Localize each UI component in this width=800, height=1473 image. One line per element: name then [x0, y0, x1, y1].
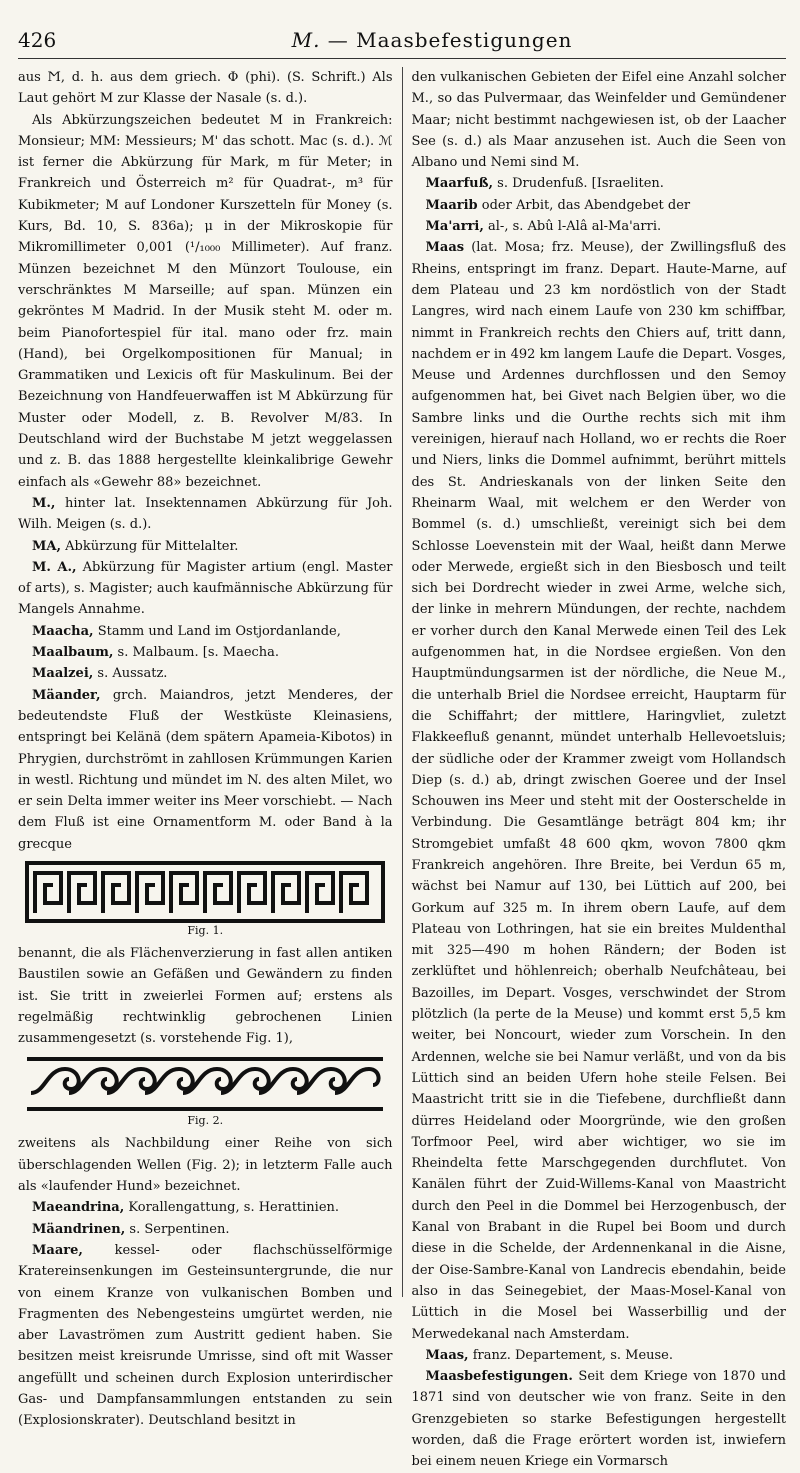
entry-maeandrina [18, 1197, 393, 1218]
entry-ma [18, 536, 393, 557]
entry-headword: MA, [32, 538, 62, 554]
entry-maare [18, 1240, 393, 1432]
entry-m-a [18, 557, 393, 621]
entry-text: Stamm und Land im Ostjordanlande, [93, 623, 341, 639]
running-title-rest: Maasbefestigungen [356, 28, 573, 52]
entry-text: grch. Maiandros, jetzt Menderes, der bedeutendste Fluß der Westküste Kleinasiens, entspringt bei Kelänä (dem spätern Apameia-Kibotos) in Phrygien, durchströmt in zahllosen Krümmungen Karien in westl. Richtung und mündet im N. des alten Milet, wo er sein Delta immer weiter ins Meer vorschiebt. — Nach dem Fluß ist eine Ornamentform M. oder Band à la grecque [18, 687, 393, 852]
entry-headword: Mäandrinen, [32, 1221, 126, 1237]
entry-text: s. Malbaum. [s. Maecha. [113, 645, 280, 661]
greek-key-ornament [25, 861, 385, 923]
entry-m-insect [18, 493, 393, 536]
entry-text: Seit dem Kriege von 1870 und 1871 sind von deutscher wie von franz. Seite in den Grenzgebieten so starke Befestigungen hergestellt worden, daß die Frage erörtert worden ist, inwiefern bei einem neuen Kriege ein Vormarsch [411, 1369, 786, 1470]
paragraph: den vulkanischen Gebieten der Eifel eine Anzahl solcher M., so das Pulvermaar, das Weinfelder und Gemündener Maar; nicht bestimmt nachgewiesen ist, ob der Laacher See (s. d.) als Maar anzusehen ist. Auch die Seen von Albano und Nemi sind M. [411, 70, 786, 171]
right-column [402, 67, 787, 1470]
entry-headword: Maalzei, [32, 666, 94, 682]
entry-headword: Maarfuß, [425, 176, 494, 192]
entry-text: al-, s. Abû l-Alâ al-Ma'arri. [483, 219, 662, 235]
entry-headword: Maacha, [32, 623, 94, 639]
entry-maeander [18, 685, 393, 855]
entry-headword: M., [32, 495, 56, 511]
entry-maarib [412, 195, 787, 216]
entry-maas-river [412, 237, 787, 1344]
entry-headword: Maalbaum, [32, 645, 114, 661]
entry-text: s. Drudenfuß. [Israeliten. [493, 176, 664, 192]
entry-maarfuss [412, 173, 787, 194]
paragraph: aus Ϻ, d. h. aus dem griech. Φ (phi). (S. Schrift.) Als Laut gehört M zur Klasse der Nasale (s. d.). [18, 70, 393, 107]
entry-headword: Maeandrina, [32, 1200, 125, 1216]
entry-text: Abkürzung für Mittelalter. [61, 538, 239, 554]
running-dog-ornament [25, 1055, 385, 1113]
entry-maarri [412, 216, 787, 237]
entry-maas-department [412, 1345, 787, 1366]
entry-headword: Maare, [32, 1242, 83, 1258]
entry-maeandrinen [18, 1219, 393, 1240]
entry-headword: Maasbefestigungen. [425, 1369, 573, 1385]
entry-headword: Maas [425, 240, 465, 256]
running-title-prefix: M. [291, 28, 321, 52]
paragraph: Als Abkürzungszeichen bedeutet M in Frankreich: Monsieur; MM: Messieurs; M' das schott. Mac (s. d.). ℳ ist ferner die Abkürzung für Mark, m für Meter; in Frankreich und Österreich m² für Quadrat-, m³ für Kubikmeter; M auf Londoner Kurszetteln für Money (s. Kurs, Bd. 10, S. 836a); μ in der Mikroskopie für Mikromillimeter 0,001 (¹/₁₀₀₀ Millimeter). Auf franz. Münzen bezeichnet M den Münzort Toulouse, ein verschränktes M Marseille; auf span. Münzen ein gekröntes M Madrid. In der Musik steht M. oder m. beim Pianofortespiel für ital. mano oder frz. main (Hand), bei Orgelkompositionen für Manual; in Grammatiken und Lexicis oft für Maskulinum. Bei der Bezeichnung von Handfeuerwaffen ist M Abkürzung für Muster oder Modell, z. B. Revolver M/83. In Deutschland wird der Buchstabe M jetzt weggelassen und z. B. das 1888 hergestellte kleinkalibrige Gewehr einfach als «Gewehr 88» bezeichnet. [18, 112, 393, 490]
entry-headword: Ma'arri, [425, 219, 484, 235]
entry-headword: Maas, [425, 1347, 469, 1363]
running-title [78, 28, 786, 52]
figure-2-wave-band [18, 1055, 393, 1129]
entry-text: s. Aussatz. [93, 666, 168, 682]
entry-maacha [18, 621, 393, 642]
entry-text: (lat. Mosa; frz. Meuse), der Zwillingsfluß des Rheins, entspringt im franz. Depart. Haute-Marne, auf dem Plateau und 23 km nordöstlich von der Stadt Langres, wird nach einem Laufe von 230 km schiffbar, nimmt in Frankreich rechts den Chiers auf, tritt dann, nachdem er in 492 km langem Laufe die Depart. Vosges, Meuse und Ardennes durchflossen und den Semoy aufgenommen hat, bei Givet nach Belgien über, wo die Sambre links und die Ourthe rechts sich mit ihm vereinigen, hierauf nach Holland, wo er rechts die Roer und Niers, links die Dommel aufnimmt, berührt mittels des St. Andrieskanals von der linken Seite den Rheinarm Waal, mit welchem er den Werder von Bommel (s. d.) umschließt, vereinigt sich bei dem Schlosse Loevenstein mit der Waal, heißt dann Merwe oder Merwede, ergießt sich in den Biesbosch und teilt sich bei Dordrecht wieder in zwei Arme, welche sich, der linke in mehrern Mündungen, der rechte, nachdem er vorher durch den Kanal Merwede einen Teil des Lek aufgenommen hat, in die Nordsee ergießen. Von den Hauptmündungsarmen ist der nördliche, die Neue M., die unterhalb Briel die Nordsee erreicht, Hauptarm für die Schiffahrt; der mittlere, Haringvliet, zuletzt Flakkeefluß genannt, mündet unterhalb Hellevoetsluis; der südliche oder der Krammer zweigt vom Hollandsch Diep (s. d.) ab, dringt zwischen Goeree und der Insel Schouwen ins Meer und steht mit der Oosterschelde in Verbindung. Die Gesamtlänge beträgt 804 km; ihr Stromgebiet umfaßt 48 600 qkm, wovon 7800 qkm Frankreich angehören. Ihre Breite, bei Verdun 65 m, wächst bei Namur auf 130, bei Lüttich auf 200, bei Gorkum auf 325 m. In ihrem obern Laufe, auf dem Plateau von Lothringen, hat sie ein breites Muldenthal mit 325—490 m hohen Rändern; der Boden ist zerklüftet und höhlenreich; oberhalb Neufchâteau, bei Bazoilles, im Depart. Vosges, verschwindet der Strom plötzlich (la perte de la Meuse) und kommt erst 5,5 km weiter, bei Noncourt, wieder zum Vorschein. In den Ardennen, welche sie bei Namur verläßt, und von da bis Lüttich sind an beiden Ufern hohe steile Felsen. Bei Maastricht tritt sie in die Tiefebene, durchfließt dann dürres Heideland oder Moorgründe, wie den großen Torfmoor Peel, wird aber wichtiger, wo sie im Rheindelta fette Marschgegenden durchflutet. Von Kanälen führt der Zuid-Willems-Kanal von Maastricht durch den Peel in die Dommel bei Herzogenbusch, der Kanal von Brabant in die Rupel bei Boom und durch diese in die Schelde, der Ardennenkanal in die Aisne, der Oise-Sambre-Kanal von Landrecis ebendahin, beide also in das Seinegebiet, der Maas-Mosel-Kanal von Lüttich in die Mosel bei Wasserbillig und der Merwedekanal nach Amsterdam. [411, 240, 786, 1342]
entry-maasbefestigungen [412, 1366, 787, 1472]
running-header [18, 28, 786, 59]
entry-headword: Maarib [425, 197, 478, 213]
entry-headword: Mäander, [32, 687, 101, 703]
page-number: 426 [18, 28, 57, 52]
entry-text: kessel- oder flachschüsselförmige Kratereinsenkungen im Gesteinsuntergrunde, die nur von einem Kranze von vulkanischen Bomben und Fragmenten des Nebengesteins umgürtet werden, nie aber Lavaströmen zum Austritt gedient haben. Sie besitzen meist kreisrunde Umrisse, sind oft mit Wasser angefüllt und scheinen durch Explosion unterirdischer Gas- und Dampfansammlungen entstanden zu sein (Explosionskrater). Deutschland besitzt in [18, 1242, 393, 1429]
entry-text: s. Serpentinen. [125, 1221, 230, 1237]
entry-maalbaum [18, 642, 393, 663]
entry-maalzei [18, 663, 393, 684]
entry-headword: M. A., [32, 559, 77, 575]
entry-text: oder Arbit, das Abendgebet der [477, 197, 691, 213]
paragraph: zweitens als Nachbildung einer Reihe von sich überschlagenden Wellen (Fig. 2); in letzterm Falle auch als «laufender Hund» bezeichnet. [18, 1136, 393, 1195]
figure-caption: Fig. 1. [187, 923, 224, 937]
paragraph: benannt, die als Flächenverzierung in fast allen antiken Baustilen sowie an Gefäßen und Gewändern zu finden ist. Sie tritt in zweierlei Formen auf; erstens als regelmäßig rechtwinklig gebrochenen Linien zusammengesetzt (s. vorstehende Fig. 1), [18, 945, 393, 1047]
figure-1-meander-band [18, 861, 393, 939]
entry-text: franz. Departement, s. Meuse. [468, 1347, 674, 1363]
entry-text: Korallengattung, s. Herattinien. [124, 1200, 340, 1216]
running-title-dash: — [320, 28, 357, 52]
figure-caption: Fig. 2. [187, 1114, 224, 1128]
entry-text: hinter lat. Insektennamen Abkürzung für Joh. Wilh. Meigen (s. d.). [18, 495, 393, 533]
entry-text: Abkürzung für Magister artium (engl. Master of arts), s. Magister; auch kaufmännische Abkürzung für Mangels Annahme. [18, 559, 393, 618]
left-column [18, 67, 402, 1429]
